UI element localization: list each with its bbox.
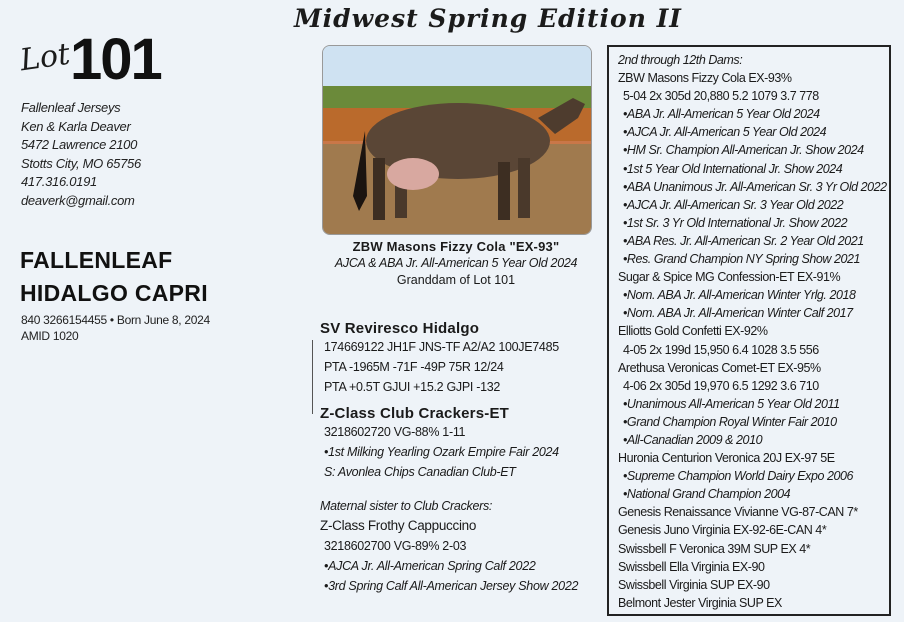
animal-registration [21, 312, 210, 344]
dam-line-2: •1st Milking Yearling Ozark Empire Fair 2024 [324, 445, 559, 459]
consignor-farm: Fallenleaf Jerseys [21, 100, 121, 115]
dam-achievement-line: •ABA Res. Jr. All-American Sr. 2 Year Old 2021 [623, 233, 864, 248]
dam-achievement-line: •ABA Unanimous Jr. All-American Sr. 3 Yr Old 2022 [623, 179, 887, 194]
consignor-names: Ken & Karla Deaver [21, 118, 131, 134]
maternal-sister-line-3: •3rd Spring Calf All-American Jersey Show 2022 [324, 579, 579, 593]
consignor-info [21, 99, 141, 210]
maternal-sister-name: Z-Class Frothy Cappuccino [320, 518, 477, 533]
dam-achievement-line: •Nom. ABA Jr. All-American Winter Calf 2017 [623, 306, 853, 321]
dams-panel [607, 45, 891, 616]
dam-name: Z-Class Club Crackers-ET [320, 405, 510, 422]
animal-id-birthdate: 840 3266154455 • Born June 8, 2024 [21, 313, 210, 327]
dam-name-line: Genesis Juno Virginia EX-92-6E-CAN 4* [618, 523, 827, 538]
lot-number: 101 [70, 27, 161, 92]
dam-line-1: 3218602720 VG-88% 1-11 [324, 425, 466, 439]
dam-achievement-line: •HM Sr. Champion All-American Jr. Show 2024 [623, 143, 864, 158]
dam-achievement-line: •1st Sr. 3 Yr Old International Jr. Show 2022 [623, 215, 848, 230]
dam-name-line: Arethusa Veronicas Comet-ET EX-95% [618, 360, 821, 375]
dam-achievement-line: •Nom. ABA Jr. All-American Winter Yrlg. 2018 [623, 288, 856, 303]
dam-record-line: 5-04 2x 305d 20,880 5.2 1079 3.7 778 [623, 89, 819, 104]
dam-achievement-line: •ABA Jr. All-American 5 Year Old 2024 [623, 107, 820, 122]
caption-award: AJCA & ABA Jr. All-American 5 Year Old 2024 [334, 256, 578, 270]
dam-name-line: Elliotts Gold Confetti EX-92% [618, 324, 768, 339]
dam-achievement-line: •Supreme Champion World Dairy Expo 2006 [623, 469, 853, 484]
dam-achievement-line: •All-Canadian 2009 & 2010 [623, 432, 763, 447]
maternal-sister-heading: Maternal sister to Club Crackers: [320, 499, 493, 513]
cow-photo-illustration [323, 46, 591, 234]
dam-achievement-line: •National Grand Champion 2004 [623, 487, 791, 502]
dam-name-line: Swissbell F Veronica 39M SUP EX 4* [618, 541, 811, 556]
sire-line-1: 174669122 JH1F JNS-TF A2/A2 100JE7485 [324, 340, 559, 354]
dam-name-line: ZBW Masons Fizzy Cola EX-93% [618, 71, 792, 86]
animal-name-line2: HIDALGO CAPRI [20, 280, 208, 306]
dam-name-line: Genesis Renaissance Vivianne VG-87-CAN 7* [618, 505, 858, 520]
dam-name-line: Swissbell Ella Virginia EX-90 [618, 559, 765, 574]
photo-caption [306, 238, 606, 289]
dam-line-3: S: Avonlea Chips Canadian Club-ET [324, 465, 516, 479]
dam-record-line: 4-05 2x 199d 15,950 6.4 1028 3.5 556 [623, 342, 819, 357]
dam-achievement-line: •Res. Grand Champion NY Spring Show 2021 [623, 252, 860, 267]
sire-line-2: PTA -1965M -71F -49P 75R 12/24 [324, 360, 504, 374]
consignor-city: Stotts City, MO 65756 [21, 155, 141, 171]
dam-achievement-line: •Unanimous All-American 5 Year Old 2011 [623, 396, 840, 411]
sale-edition-title: Midwest Spring Edition II [294, 4, 682, 33]
dam-name-line: Sugar & Spice MG Confession-ET EX-91% [618, 270, 841, 285]
dam-achievement-line: •AJCA Jr. All-American 5 Year Old 2024 [623, 125, 827, 140]
animal-amid: AMID 1020 [21, 329, 79, 343]
maternal-sister-line-2: •AJCA Jr. All-American Spring Calf 2022 [324, 559, 536, 573]
cow-photo [322, 45, 592, 235]
dams-list [618, 69, 889, 612]
caption-relation: Granddam of Lot 101 [396, 273, 516, 287]
dam-name-line: Swissbell Virginia SUP EX-90 [618, 577, 770, 592]
pedigree-divider [312, 340, 313, 414]
caption-cow-name: ZBW Masons Fizzy Cola "EX-93" [352, 239, 560, 254]
animal-name [20, 244, 208, 310]
dam-achievement-line: •Grand Champion Royal Winter Fair 2010 [623, 414, 837, 429]
dam-name-line: Huronia Centurion Veronica 20J EX-97 5E [618, 451, 835, 466]
dam-record-line: 4-06 2x 305d 19,970 6.5 1292 3.6 710 [623, 378, 819, 393]
dam-name-line: Belmont Jester Virginia SUP EX [618, 595, 782, 610]
maternal-sister-line-1: 3218602700 VG-89% 2-03 [324, 539, 467, 553]
sire-line-3: PTA +0.5T GJUI +15.2 GJPI -132 [324, 380, 501, 394]
dam-achievement-line: •1st 5 Year Old International Jr. Show 2024 [623, 161, 843, 176]
dam-achievement-line: •AJCA Jr. All-American Sr. 3 Year Old 2022 [623, 197, 844, 212]
dams-heading: 2nd through 12th Dams: [618, 53, 743, 67]
sire-name: SV Reviresco Hidalgo [320, 320, 480, 337]
consignor-email[interactable]: deaverk@gmail.com [21, 192, 135, 208]
animal-name-line1: FALLENLEAF [20, 247, 173, 273]
pedigree [312, 320, 602, 596]
consignor-phone[interactable]: 417.316.0191 [21, 174, 97, 189]
lot-label: Lot [17, 36, 73, 79]
consignor-street: 5472 Lawrence 2100 [21, 137, 138, 152]
